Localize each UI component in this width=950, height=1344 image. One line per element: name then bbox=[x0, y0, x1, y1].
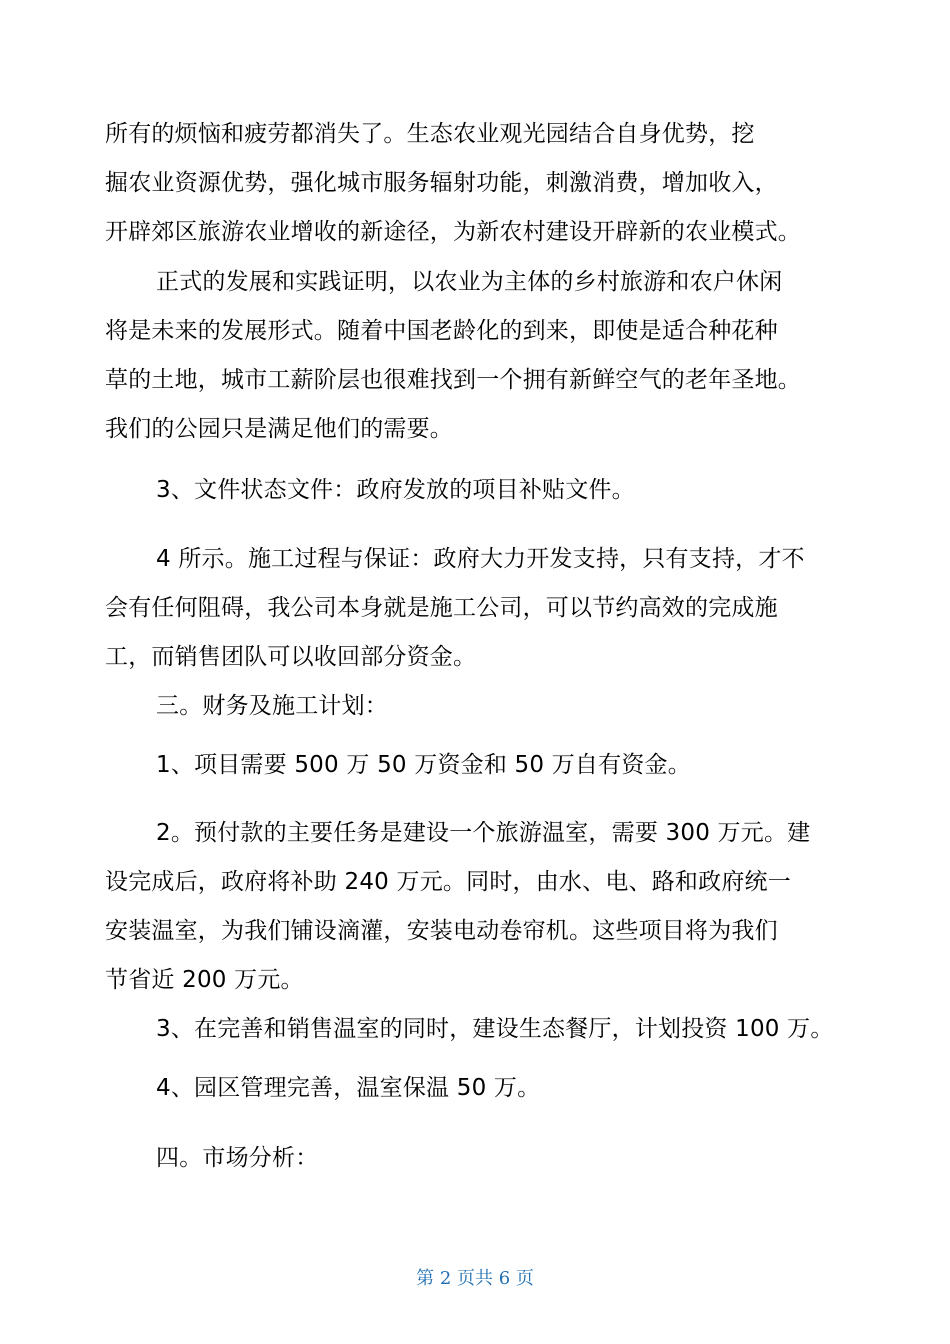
paragraph-4-line-2: 会有任何阻碍，我公司本身就是施工公司，可以节约高效的完成施 bbox=[105, 595, 778, 621]
paragraph-4-line-1: 4 所示。施工过程与保证：政府大力开发支持，只有支持，才不 bbox=[156, 546, 805, 572]
finance-item-3: 3、在完善和销售温室的同时，建设生态餐厅，计划投资 100 万。 bbox=[156, 1016, 834, 1042]
finance-item-2-line-1: 2。预付款的主要任务是建设一个旅游温室，需要 300 万元。建 bbox=[156, 820, 811, 846]
section-3-heading: 三。财务及施工计划： bbox=[156, 693, 388, 719]
finance-item-2-line-2: 设完成后，政府将补助 240 万元。同时，由水、电、路和政府统一 bbox=[105, 869, 791, 895]
paragraph-4-line-3: 工，而销售团队可以收回部分资金。 bbox=[105, 644, 477, 670]
section-4-heading: 四。市场分析： bbox=[156, 1145, 319, 1171]
finance-item-1: 1、项目需要 500 万 50 万资金和 50 万自有资金。 bbox=[156, 752, 691, 778]
finance-item-4: 4、园区管理完善，温室保温 50 万。 bbox=[156, 1075, 541, 1101]
paragraph-2-line-3: 草的土地，城市工薪阶层也很难找到一个拥有新鲜空气的老年圣地。 bbox=[105, 367, 801, 393]
paragraph-1-line-3: 开辟郊区旅游农业增收的新途径，为新农村建设开辟新的农业模式。 bbox=[105, 219, 801, 245]
paragraph-2-line-2: 将是未来的发展形式。随着中国老龄化的到来，即使是适合种花种 bbox=[105, 318, 778, 344]
finance-item-2-line-3: 安装温室，为我们铺设滴灌，安装电动卷帘机。这些项目将为我们 bbox=[105, 918, 778, 944]
paragraph-1-line-2: 掘农业资源优势，强化城市服务辐射功能，刺激消费，增加收入， bbox=[105, 170, 778, 196]
page-number-footer: 第 2 页共 6 页 bbox=[416, 1268, 534, 1289]
paragraph-2-line-4: 我们的公园只是满足他们的需要。 bbox=[105, 416, 453, 442]
paragraph-2-line-1: 正式的发展和实践证明，以农业为主体的乡村旅游和农户休闲 bbox=[156, 269, 783, 295]
finance-item-2-line-4: 节省近 200 万元。 bbox=[105, 967, 304, 993]
paragraph-1-line-1: 所有的烦恼和疲劳都消失了。生态农业观光园结合自身优势，挖 bbox=[105, 121, 755, 147]
item-3-files: 3、文件状态文件：政府发放的项目补贴文件。 bbox=[156, 477, 635, 503]
